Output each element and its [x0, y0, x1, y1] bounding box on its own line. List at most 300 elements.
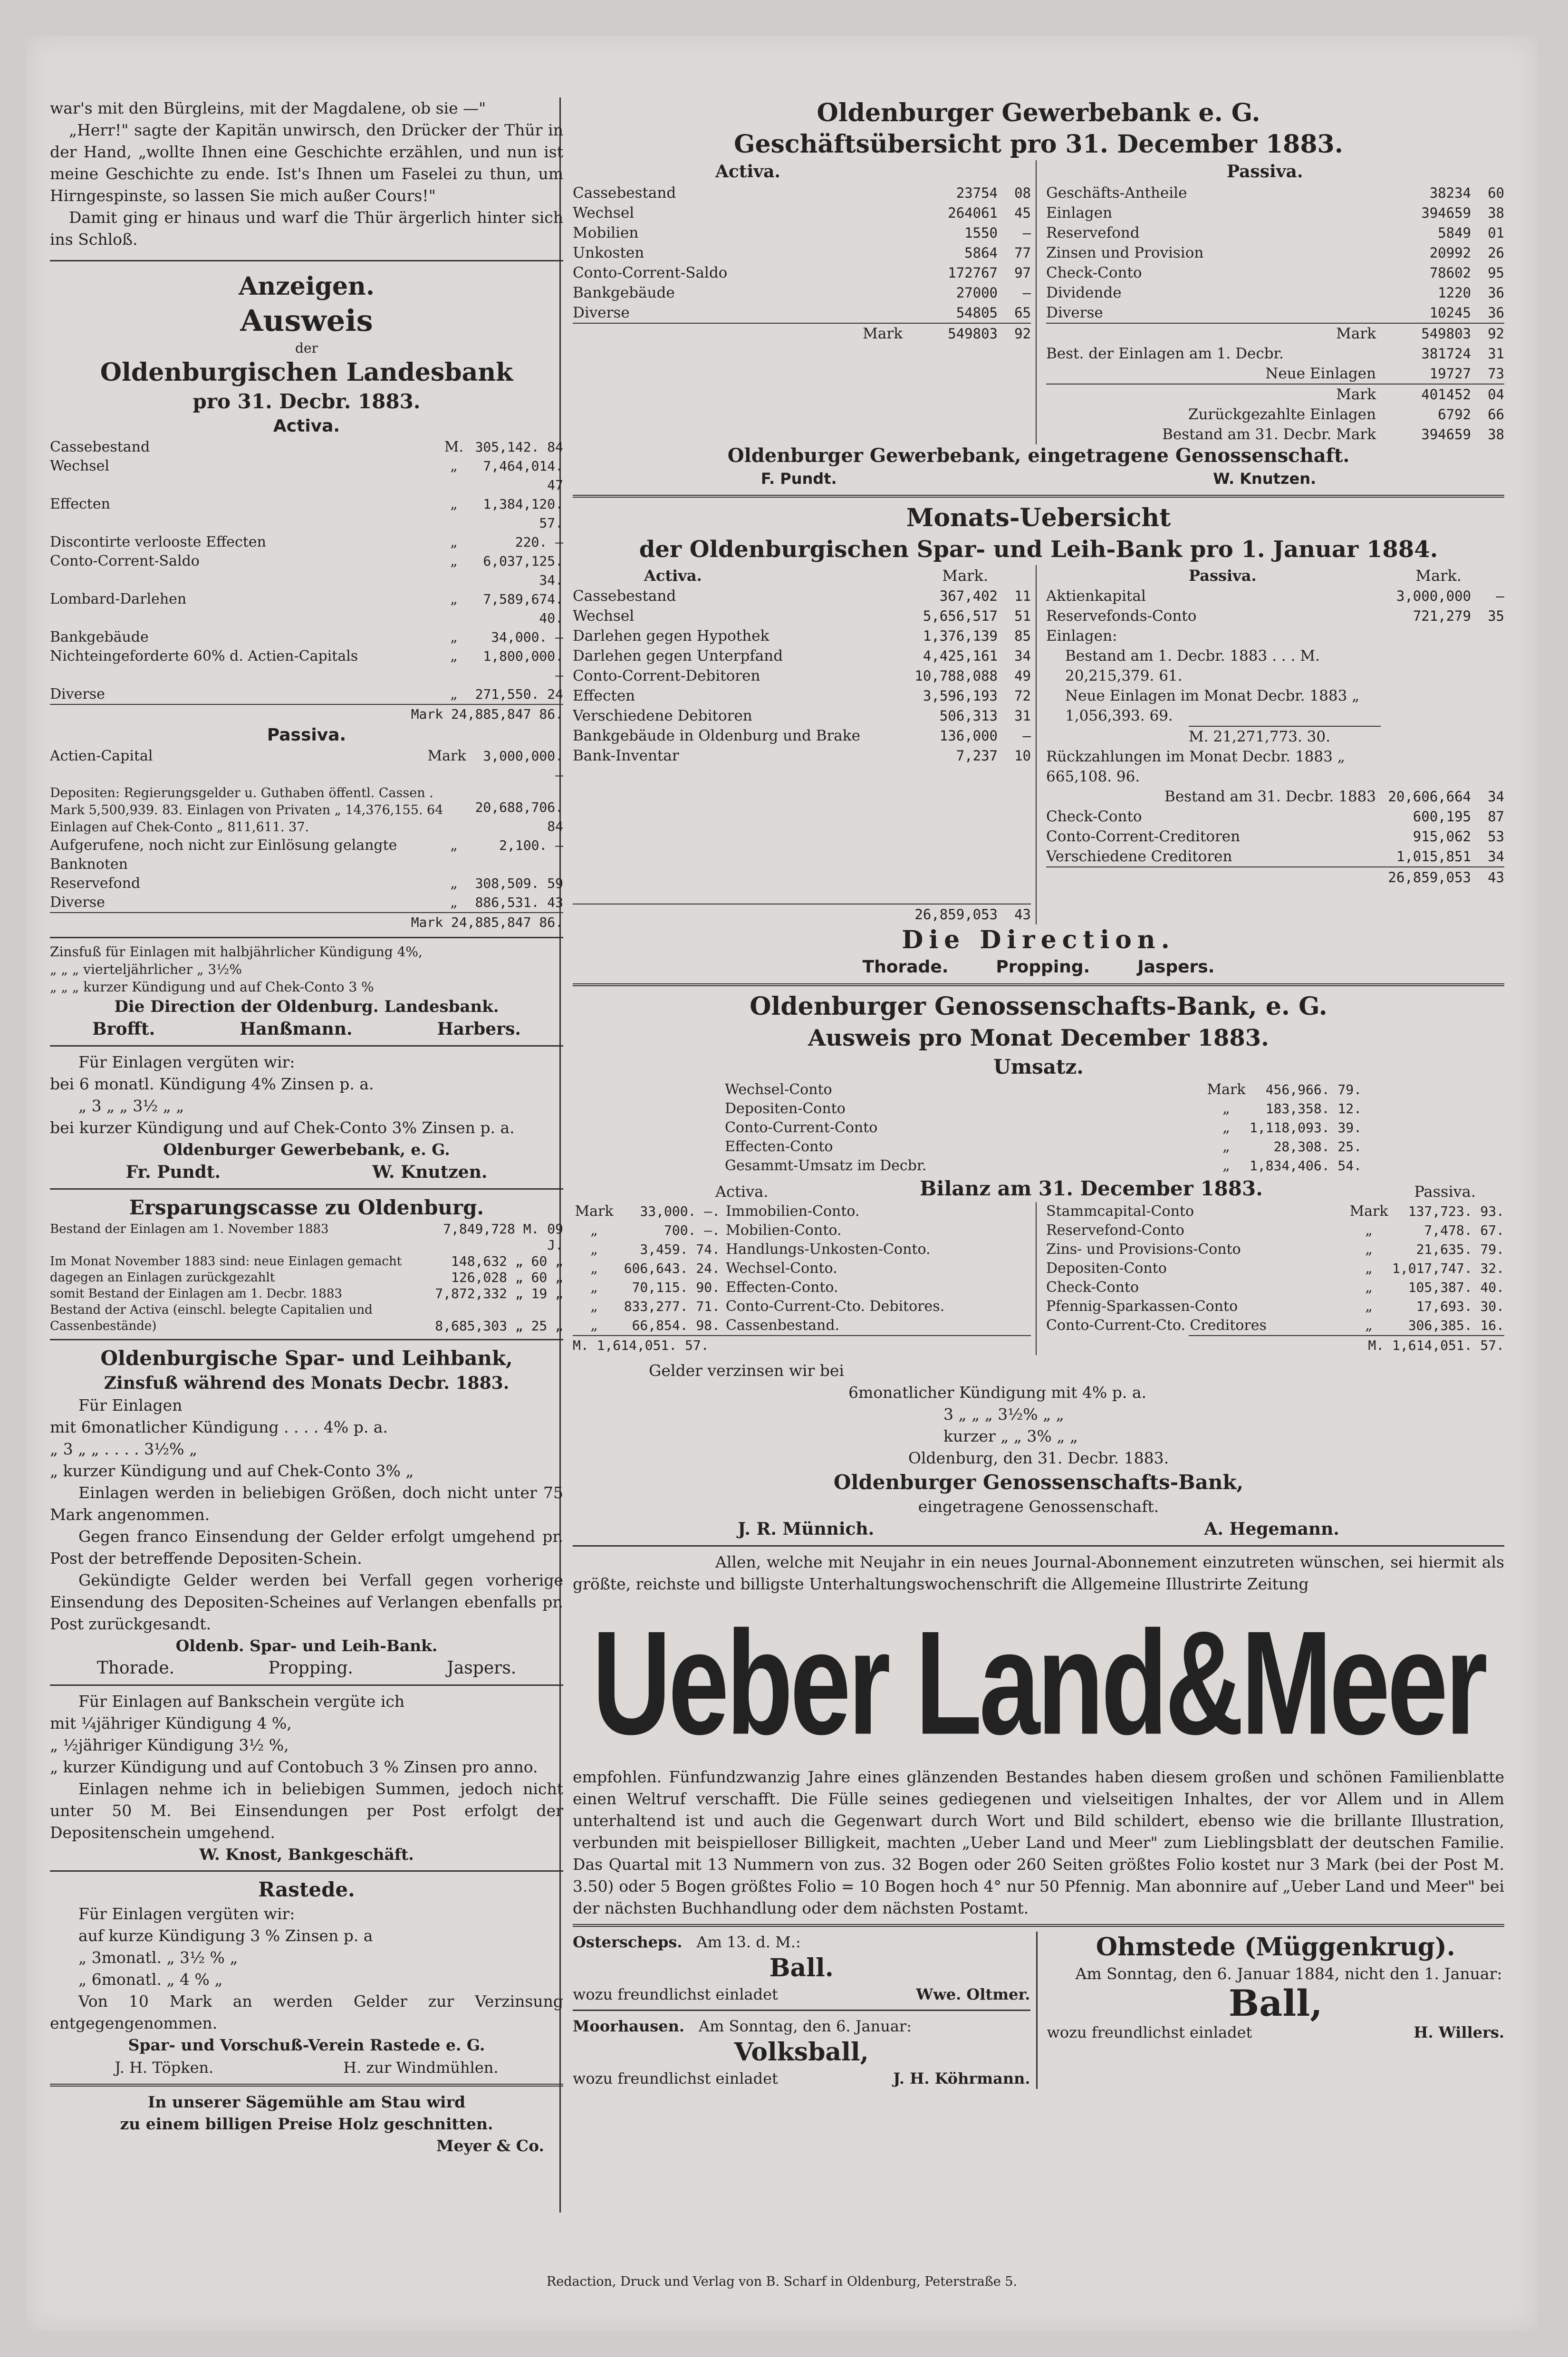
row-value: 17,693. 30. — [1416, 1299, 1504, 1314]
row-label: Verschiedene Creditoren — [1046, 848, 1232, 865]
row-label: somit Bestand der Einlagen am 1. Decbr. 1883 — [50, 1287, 342, 1301]
ad-line: Gekündigte Gelder werden bei Verfall gegen vorherige Einsendung des Depositen-Scheines auf Verlangen ebenfalls pr. Post zurückgesandt. — [50, 1571, 563, 1633]
row-cents: 43 — [1014, 906, 1031, 923]
genossen-date: Oldenburg, den 31. Decbr. 1883. — [908, 1449, 1169, 1467]
table-row — [50, 836, 563, 874]
row-label: Pfennig-Sparkassen-Conto — [1046, 1298, 1238, 1315]
row-cents: 01 — [1488, 225, 1504, 241]
row-label: Bankgebäude — [573, 284, 675, 301]
ersparung-title: Ersparungscasse zu Oldenburg. — [129, 1196, 484, 1219]
row-cents — [1471, 686, 1504, 726]
row-currency: „ — [590, 1298, 598, 1315]
landesbank-title: Oldenburgischen Landesbank — [100, 358, 513, 387]
ball-ads — [573, 1932, 1504, 2089]
zins-line: kurzer „ „ 3% „ „ — [943, 1427, 1078, 1445]
story-text — [50, 97, 563, 250]
monats-direction: Die Direction. — [902, 925, 1175, 954]
row-label: Bank-Inventar — [573, 747, 679, 764]
row-currency: „ — [450, 837, 458, 854]
row-value: 27000 — [956, 285, 998, 301]
row-currency: Mark — [1349, 1203, 1388, 1220]
row-cents: 72 — [1014, 688, 1031, 704]
signature: Propping. — [268, 1658, 353, 1678]
row-cents: 45 — [1014, 205, 1031, 221]
row-value: 1,015,851 — [1396, 848, 1471, 865]
row-label: dagegen an Einlagen zurückgezahlt — [50, 1270, 275, 1285]
signature: H. zur Windmühlen. — [343, 2059, 499, 2077]
table-row — [573, 586, 1031, 606]
table-row — [50, 590, 563, 628]
signature: Thorade. — [862, 957, 949, 977]
row-label: Neue Einlagen — [1265, 365, 1376, 382]
table-sum — [1046, 323, 1504, 344]
ad-body: empfohlen. Fünfundzwanzig Jahre eines glänzenden Bestandes haben diesem großen und schönen Familienblatte einen Weltruf verschafft. Die Fülle seines gediegenen und vielseitigen Inhaltes, der vor Allem und in Allem unterhaltend ist und auch die Gegenwart durch Wort und Bild schildert, ebenso wie die brillante Illustration, verbunden mit beispielloser Billigkeit, machten „Ueber Land und Meer" zum Lieblingsblatt der deutschen Familie. Das Quartal mit 13 Nummern von zus. 32 Bogen oder 260 Seiten größtes Folio kostet nur 3 Mark (bei der Post M. 3.50) oder 5 Bogen größtes Folio = 10 Bogen hoch 4° nur 50 Pfennig. Man abonnire auf „Ueber Land und Meer" bei der nächsten Buchhandlung oder dem nächsten Postamt. — [573, 1768, 1504, 1917]
table-row — [1046, 243, 1504, 263]
row-value: 915,062 — [1413, 828, 1471, 845]
row-label: Einlagen — [1046, 204, 1113, 221]
gewerbe-passiva — [1046, 160, 1504, 444]
row-label: Diverse — [50, 686, 105, 702]
ad-line: In unserer Sägemühle am Stau wird — [147, 2093, 466, 2111]
row-value: 5849 — [1438, 225, 1471, 241]
row-label: Check-Conto — [1046, 264, 1142, 281]
row-currency: „ — [450, 875, 458, 892]
monats-activa — [573, 565, 1037, 924]
passiva-heading: Passiva. — [1414, 1183, 1476, 1201]
bilanz-activa — [573, 1202, 1037, 1355]
signature: Harbers. — [437, 1019, 521, 1039]
row-label: Zins- und Provisions-Conto — [1046, 1241, 1241, 1258]
row-cents: 95 — [1488, 265, 1504, 281]
signature: F. Pundt. — [760, 470, 837, 488]
row-value: 21,635. 79. — [1416, 1241, 1504, 1257]
table-sum — [573, 904, 1031, 924]
table-row — [50, 628, 563, 647]
row-value — [1381, 646, 1471, 686]
ball-ad-ohmstede — [1038, 1932, 1505, 2089]
monats-table — [573, 565, 1504, 924]
row-label: Diverse — [1046, 304, 1103, 321]
genossen-title: Oldenburger Genossenschafts-Bank, e. G. — [750, 992, 1328, 1021]
table-row — [50, 1286, 563, 1302]
row-label — [573, 904, 907, 924]
row-value: 264061 — [948, 205, 998, 221]
mark-heading: Mark. — [1415, 567, 1462, 585]
row-label: Mark — [863, 325, 903, 342]
umsatz-heading: Umsatz. — [993, 1055, 1084, 1078]
ad-line: Einlagen nehme ich in beliebigen Summen, jedoch nicht unter 50 M. Bei Einsendungen per Post erfolgt der Depositenschein umgehend. — [50, 1780, 563, 1842]
ad-line: auf kurze Kündigung 3 % Zinsen p. a — [78, 1926, 373, 1945]
table-sum — [50, 704, 563, 724]
row-label: Effecten-Conto. — [726, 1279, 838, 1296]
row-label: Wechsel — [573, 607, 635, 625]
ausweis-title: Ausweis — [240, 303, 373, 338]
row-label: Gesammt-Umsatz im Decbr. — [725, 1157, 927, 1174]
monats-passiva — [1046, 565, 1504, 924]
row-label: Mobilien — [573, 224, 639, 241]
genossen-name: Oldenburger Genossenschafts-Bank, — [833, 1471, 1244, 1494]
row-cents — [1471, 726, 1504, 747]
row-cents: 26 — [1488, 245, 1504, 261]
row-label: Diverse — [573, 304, 630, 321]
row-value: 66,854. 98. — [632, 1318, 720, 1333]
table-row — [50, 1221, 563, 1253]
row-label: Darlehen gegen Hypothek — [573, 627, 770, 645]
genossenschaftsbank-ausweis — [573, 991, 1504, 1540]
row-label: Depositen-Conto — [1046, 1260, 1167, 1277]
row-value: 28,308. 25. — [1273, 1139, 1362, 1154]
row-cents: 77 — [1014, 245, 1031, 261]
passiva-header — [1046, 565, 1504, 586]
table-row — [50, 785, 563, 836]
row-value: 1,376,139 — [923, 628, 998, 644]
mark-heading: Mark. — [942, 567, 988, 585]
table-sum — [573, 1335, 1031, 1355]
row-value: Mark 24,885,847 86. — [411, 706, 563, 722]
gewerbebank-ad — [50, 1051, 563, 1183]
ball-title: Ohmstede (Müggenkrug). — [1096, 1933, 1455, 1962]
row-label: Conto-Corrent-Saldo — [573, 264, 728, 281]
table-row — [1046, 223, 1504, 243]
divider — [50, 1188, 563, 1190]
ad-signatures — [50, 1161, 563, 1183]
signature: Brofft. — [92, 1019, 155, 1039]
table-row — [573, 1278, 1031, 1297]
table-row — [1046, 1297, 1504, 1316]
row-value: 183,358. 12. — [1265, 1101, 1362, 1116]
row-value: 833,277. 71. — [624, 1299, 720, 1314]
row-value: 5864 — [964, 245, 998, 261]
row-currency: „ — [590, 1317, 598, 1334]
landesbank-activa — [50, 438, 563, 724]
divider — [573, 2010, 1030, 2011]
row-currency: „ — [450, 458, 458, 474]
gewerbe-footer: Oldenburger Gewerbebank, eingetragene Genossenschaft. — [727, 444, 1350, 467]
table-row — [50, 893, 563, 912]
row-value: 33,000. —. — [640, 1203, 720, 1219]
table-row — [1046, 303, 1504, 323]
row-label: Bestand am 31. Decbr. Mark — [1162, 426, 1376, 443]
row-cents: 97 — [1014, 265, 1031, 281]
row-currency: „ — [1222, 1119, 1230, 1136]
landesbank-date: pro 31. Decbr. 1883. — [192, 390, 421, 413]
row-label: Dividende — [1046, 284, 1122, 301]
row-value: 34,000. — — [491, 629, 563, 645]
table-row — [1046, 183, 1504, 203]
table-row — [1046, 1202, 1504, 1221]
row-currency: „ — [450, 591, 458, 607]
table-row — [1046, 263, 1504, 283]
row-value: 308,509. 59 — [475, 875, 563, 891]
table-sum — [50, 912, 563, 932]
table-row — [573, 626, 1031, 646]
row-label: Zurückgezahlte Einlagen — [1188, 406, 1376, 423]
ad-line: Von 10 Mark an werden Gelder zur Verzinsung entgegengenommen. — [50, 1992, 563, 2032]
row-cents: 10 — [1014, 748, 1031, 764]
table-sum — [1046, 424, 1504, 444]
activa-heading: Activa. — [715, 1183, 769, 1201]
row-label: Wechsel-Conto. — [726, 1260, 837, 1277]
table-row — [1046, 747, 1504, 787]
bilanz-header — [573, 1175, 1504, 1202]
row-value: 7,237 — [956, 748, 998, 764]
knost-ad — [50, 1691, 563, 1866]
row-label: Reservefond-Conto — [1046, 1222, 1184, 1239]
ball-place: Osterscheps. — [573, 1933, 683, 1951]
row-value: 7,589,674. 40. — [483, 591, 563, 626]
row-value: 506,313 — [939, 708, 998, 724]
divider — [573, 1924, 1504, 1927]
row-value: 6792 — [1438, 406, 1471, 423]
table-row — [50, 1270, 563, 1286]
row-value: 1,800,000. — — [483, 648, 563, 683]
signature: J. R. Münnich. — [738, 1519, 875, 1539]
signature: Jaspers. — [447, 1658, 517, 1678]
table-row — [1046, 364, 1504, 384]
row-currency: „ — [450, 648, 458, 664]
row-cents: 34 — [1488, 789, 1504, 805]
signature: Jaspers. — [1137, 957, 1215, 977]
row-cents: 35 — [1488, 608, 1504, 624]
row-currency: Mark — [427, 748, 466, 764]
row-label: Conto-Corrent-Creditoren — [1046, 828, 1241, 845]
ad-line: mit ¼jähriger Kündigung 4 %, — [50, 1714, 292, 1732]
row-value: 2,100. — — [499, 837, 563, 853]
table-row — [1046, 1259, 1504, 1278]
ad-line: „ 3 „ „ 3½ „ „ — [78, 1097, 184, 1115]
row-label: Nichteingeforderte 60% d. Actien-Capitals — [50, 648, 358, 664]
row-label: Cassebestand — [50, 439, 150, 455]
row-value: 606,643. 24. — [624, 1260, 720, 1276]
rastede-ad — [50, 1876, 563, 2079]
row-cents: 36 — [1488, 305, 1504, 321]
row-label: Conto-Current-Conto — [725, 1119, 878, 1136]
row-value: 1,017,747. 32. — [1392, 1260, 1504, 1276]
ad-line: „ 3monatl. „ 3½ % „ — [78, 1948, 238, 1967]
row-value: 3,000,000. — — [483, 748, 563, 783]
bilanz-passiva — [1046, 1202, 1504, 1355]
row-currency: Mark — [575, 1203, 614, 1220]
row-label: Handlungs-Unkosten-Conto. — [726, 1241, 931, 1258]
row-value: 148,632 „ 60 „ — [451, 1253, 563, 1269]
row-cents: — — [1022, 225, 1031, 241]
row-label: Conto-Current-Cto. Debitores. — [726, 1298, 945, 1315]
row-value: 886,531. 43 — [475, 895, 563, 910]
landesbank-passiva — [50, 747, 563, 932]
table-row — [50, 874, 563, 893]
row-label: Reservefond — [50, 875, 141, 892]
divider — [50, 1339, 563, 1340]
zins-line: „ „ „ vierteljährlicher „ 3½% — [50, 962, 242, 977]
row-label: Check-Conto — [1046, 1279, 1139, 1296]
row-cents: 92 — [1014, 326, 1031, 342]
row-currency: „ — [590, 1241, 598, 1258]
table-row — [725, 1137, 1362, 1156]
row-label: Reservefonds-Conto — [1046, 607, 1197, 625]
table-row — [1046, 283, 1504, 303]
ad-line: „ 3 „ „ . . . . 3½% „ — [50, 1440, 198, 1458]
table-row — [1046, 646, 1504, 686]
row-currency: „ — [590, 1279, 598, 1296]
story-paragraph: war's mit den Bürgleins, mit der Magdalene, ob sie —" — [50, 99, 486, 117]
row-currency: „ — [1365, 1222, 1373, 1239]
row-currency: „ — [1365, 1241, 1373, 1258]
row-label: Mark — [1336, 386, 1376, 403]
ball-place: Moorhausen. — [573, 2017, 685, 2035]
gewerbe-subtitle: Geschäftsübersicht pro 31. December 1883. — [734, 130, 1343, 159]
genossen-subtitle: Ausweis pro Monat December 1883. — [808, 1025, 1269, 1051]
row-cents: 85 — [1014, 628, 1031, 644]
row-cents: 66 — [1488, 406, 1504, 423]
row-value: 19727 — [1429, 366, 1471, 382]
sparleihbank-ad — [50, 1345, 563, 1680]
row-cents: — — [1496, 588, 1504, 604]
table-row — [1046, 807, 1504, 827]
ad-intro: Allen, welche mit Neujahr in ein neues Journal-Abonnement einzutreten wünschen, sei hiermit als größte, reichste und billigste Unterhaltungswochenschrift die Allgemeine Illustrirte Zeitung — [573, 1553, 1504, 1593]
row-value: 20992 — [1429, 245, 1471, 261]
row-cents: 38 — [1488, 426, 1504, 443]
row-label: Conto-Corrent-Saldo — [50, 553, 200, 569]
monats-uebersicht — [573, 502, 1504, 979]
row-cents: 11 — [1014, 588, 1031, 604]
row-cents: — — [1022, 285, 1031, 301]
table-row — [1046, 686, 1504, 726]
row-label: Depositen-Conto — [725, 1100, 846, 1117]
ad-name: Oldenburger Gewerbebank, e. G. — [163, 1140, 450, 1159]
ad-line: „ kurzer Kündigung und auf Contobuch 3 % Zinsen pro anno. — [50, 1758, 538, 1776]
table-row — [50, 495, 563, 533]
ball-invite: wozu freundlichst einladet — [1047, 2023, 1252, 2041]
right-column — [573, 97, 1504, 2089]
row-value: 5,656,517 — [923, 608, 998, 624]
bilanz-table — [573, 1202, 1504, 1355]
row-currency: „ — [1222, 1157, 1230, 1174]
table-row — [573, 203, 1031, 223]
table-row — [1046, 827, 1504, 847]
signature: W. Knutzen. — [1213, 470, 1317, 488]
ad-line: bei 6 monatl. Kündigung 4% Zinsen p. a. — [50, 1075, 374, 1093]
monats-signatures — [573, 956, 1504, 979]
row-label: Stammcapital-Conto — [1046, 1203, 1194, 1220]
row-label: Einlagen: — [1046, 627, 1117, 645]
row-value: 271,550. 24 — [475, 686, 563, 702]
table-row — [573, 1259, 1031, 1278]
row-label: Immobilien-Conto. — [726, 1203, 860, 1220]
ad-signatures — [50, 1657, 563, 1680]
row-cents: 73 — [1488, 366, 1504, 382]
table-row — [1046, 606, 1504, 626]
row-value: 172767 — [948, 265, 998, 281]
row-cents: 43 — [1488, 869, 1504, 885]
ball-invite: wozu freundlichst einladet — [573, 1985, 778, 2003]
row-cents: 87 — [1488, 808, 1504, 825]
signature: W. Knutzen. — [372, 1162, 488, 1182]
ad-line: mit 6monatlicher Kündigung . . . . 4% p. a. — [50, 1418, 388, 1436]
ad-signature: W. Knost, Bankgeschäft. — [199, 1845, 414, 1864]
row-value: 20,688,706. 84 — [475, 799, 563, 834]
table-row — [50, 533, 563, 552]
table-row — [50, 647, 563, 685]
ball-signature: J. H. Köhrmann. — [893, 2069, 1030, 2088]
gewerbe-title: Oldenburger Gewerbebank e. G. — [817, 98, 1260, 127]
signature: Thorade. — [96, 1658, 175, 1678]
table-row — [573, 223, 1031, 243]
table-row — [725, 1080, 1362, 1099]
table-row — [573, 283, 1031, 303]
table-row — [573, 1221, 1031, 1240]
row-value: 1550 — [964, 225, 998, 241]
table-row — [50, 1302, 563, 1334]
row-currency: M. — [444, 439, 464, 455]
ad-line: Gegen franco Einsendung der Gelder erfolgt umgehend pr. Post der betreffende Depositen-Schein. — [50, 1527, 563, 1568]
row-value: 105,387. 40. — [1408, 1280, 1504, 1295]
table-row — [573, 243, 1031, 263]
row-label: Zinsen und Provision — [1046, 244, 1204, 261]
row-label: Effecten-Conto — [725, 1138, 833, 1155]
row-label: Bankgebäude in Oldenburg und Brake — [573, 727, 860, 744]
row-label: Im Monat November 1883 sind: neue Einlagen gemacht — [50, 1254, 402, 1269]
row-value: 721,279 — [1413, 608, 1471, 624]
row-cents: 92 — [1488, 326, 1504, 342]
table-row — [573, 303, 1031, 323]
table-row — [50, 552, 563, 590]
row-label: Effecten — [50, 496, 110, 512]
table-row — [1046, 384, 1504, 404]
table-row — [50, 747, 563, 785]
table-row — [50, 457, 563, 495]
row-label: Aktienkapital — [1046, 587, 1146, 605]
ball-title: Volksball, — [734, 2038, 869, 2067]
bilanz-title: Bilanz am 31. December 1883. — [920, 1177, 1263, 1200]
row-value: 137,723. 93. — [1408, 1203, 1504, 1219]
row-value: 549803 — [948, 326, 998, 342]
row-label: Wechsel — [573, 204, 635, 221]
row-value: 78602 — [1429, 265, 1471, 281]
row-currency: „ — [1365, 1317, 1373, 1334]
row-value: M. 1,614,051. 57. — [1368, 1337, 1504, 1353]
table-row — [1046, 1221, 1504, 1240]
row-value: 306,385. 16. — [1408, 1318, 1504, 1333]
ball-ad-moorhausen — [573, 2016, 1030, 2089]
genossen-name2: eingetragene Genossenschaft. — [918, 1497, 1159, 1516]
row-value: 7,849,728 M. 09 J. — [443, 1221, 563, 1253]
row-value: 394659 — [1421, 205, 1471, 221]
row-label: Rückzahlungen im Monat Decbr. 1883 „ 665,108. 96. — [1046, 748, 1345, 785]
divider — [573, 495, 1504, 498]
divider — [50, 260, 563, 261]
zins-line: Gelder verzinsen wir bei — [649, 1361, 844, 1380]
row-value: M. 1,614,051. 57. — [573, 1337, 709, 1353]
ad-line: Für Einlagen — [78, 1396, 183, 1414]
table-row — [725, 1156, 1362, 1175]
gewerbe-table — [573, 160, 1504, 444]
row-label: Check-Conto — [1046, 808, 1142, 825]
table-row — [573, 263, 1031, 283]
row-value: 401452 — [1421, 386, 1471, 403]
row-label: Discontirte verlooste Effecten — [50, 534, 266, 550]
row-value — [1381, 626, 1471, 646]
row-value: 26,859,053 — [1388, 869, 1471, 885]
activa-heading: Activa. — [273, 416, 340, 436]
ball-ad-osterscheps — [573, 1932, 1030, 2005]
row-label: Mobilien-Conto. — [726, 1222, 842, 1239]
table-row — [573, 746, 1031, 766]
row-currency: „ — [450, 629, 458, 645]
row-label: M. 21,271,773. 30. — [1189, 726, 1381, 747]
row-label: Aufgerufene, noch nicht zur Einlösung gelangte Banknoten — [50, 837, 397, 873]
row-currency: „ — [450, 534, 458, 550]
row-value: 7,464,014. 47 — [483, 458, 563, 493]
